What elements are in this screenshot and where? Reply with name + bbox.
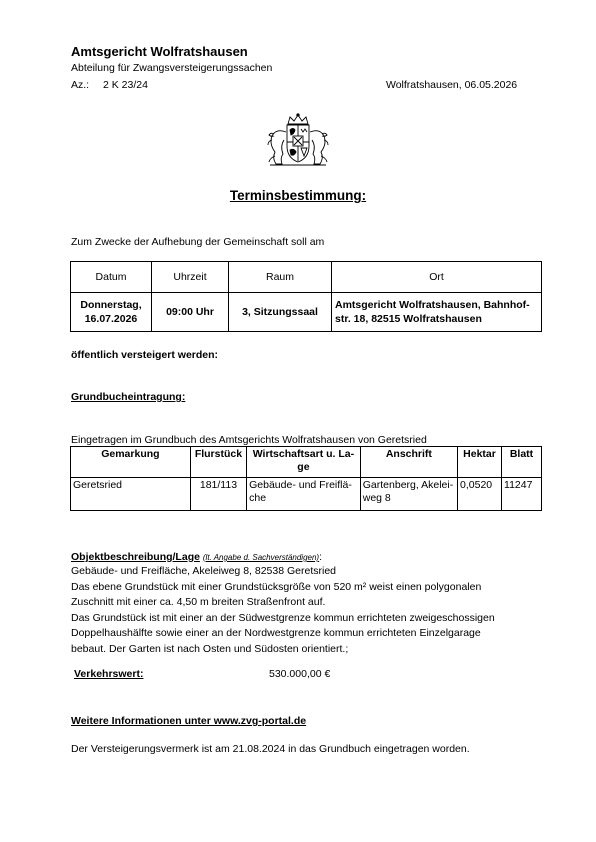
- cell-wirtschaftsart-line-2: che: [249, 492, 267, 504]
- auction-note: Der Versteigerungsvermerk ist am 21.08.2024 in das Grundbuch eingetragen worden.: [71, 743, 470, 755]
- cell-wirtschaftsart: [247, 478, 361, 511]
- place-date: Wolfratshausen, 06.05.2026: [386, 79, 518, 91]
- cell-anschrift: [360, 478, 457, 511]
- header-uhrzeit: Uhrzeit: [152, 262, 229, 293]
- header-anschrift: Anschrift: [360, 447, 457, 478]
- object-description-heading: [71, 551, 322, 563]
- table-row: [71, 478, 542, 511]
- object-description-line: Das Grundstück ist mit einer an der Südwestgrenze kommun errichteten zweigeschossigen: [71, 611, 495, 624]
- cell-anschrift-line-2: weg 8: [362, 492, 391, 504]
- land-register-heading: Grundbucheintragung:: [71, 391, 186, 403]
- location-line-2: str. 18, 82515 Wolfratshausen: [335, 313, 482, 325]
- more-info-link[interactable]: Weitere Informationen unter www.zvg-portal.de: [71, 715, 307, 727]
- appointment-date-value: 16.07.2026: [84, 313, 138, 325]
- header-raum: Raum: [229, 262, 332, 293]
- object-description-colon: :: [319, 551, 323, 563]
- appointment-table: [70, 261, 542, 332]
- header-wirtschaftsart-line-2: ge: [297, 461, 310, 473]
- header-hektar: Hektar: [458, 447, 502, 478]
- object-description-line: Das ebene Grundstück mit einer Grundstücksgröße von 520 m² weist einen polygonalen: [71, 580, 482, 593]
- object-description-line: bebaut. Der Garten ist nach Osten und Südosten orientiert.;: [71, 642, 349, 655]
- header-flurstueck: Flurstück: [190, 447, 246, 478]
- cell-wirtschaftsart-line-1: Gebäude- und Freiflä-: [249, 479, 352, 491]
- department-name: Abteilung für Zwangsversteigerungssachen: [71, 62, 273, 74]
- object-description-title: Objektbeschreibung/Lage: [71, 551, 200, 563]
- table-header-row: [71, 262, 542, 293]
- document-title: Terminsbestimmung:: [229, 188, 367, 203]
- land-register-table: [70, 446, 542, 511]
- cell-blatt: 11247: [502, 478, 542, 511]
- header-wirtschaftsart: [247, 447, 361, 478]
- bavarian-coat-of-arms-icon: [262, 112, 334, 168]
- market-value: 530.000,00 €: [269, 668, 331, 680]
- object-description-note: (lt. Angabe d. Sachverständigen): [202, 553, 320, 562]
- cell-hektar: 0,0520: [458, 478, 502, 511]
- object-description-line: Gebäude- und Freifläche, Akeleiweg 8, 82538 Geretsried: [71, 565, 336, 577]
- object-description-text: [71, 564, 541, 657]
- header-gemarkung: Gemarkung: [71, 447, 191, 478]
- table-header-row: [71, 447, 542, 478]
- land-register-intro: Eingetragen im Grundbuch des Amtsgerichts Wolfratshausen von Geretsried: [71, 434, 427, 446]
- location-line-1: Amtsgericht Wolfratshausen, Bahnhof-: [335, 299, 530, 311]
- cell-anschrift-line-1: Gartenberg, Akelei-: [362, 479, 454, 491]
- object-description-line: Zuschnitt mit einer ca. 4,50 m breiten Straßenfront auf.: [71, 596, 326, 608]
- header-blatt: Blatt: [502, 447, 542, 478]
- market-value-label: Verkehrswert:: [74, 668, 144, 680]
- appointment-date: [71, 293, 152, 332]
- cell-gemarkung: Geretsried: [71, 478, 191, 511]
- cell-flurstueck: 181/113: [190, 478, 246, 511]
- appointment-weekday: Donnerstag,: [80, 299, 142, 311]
- header-datum: Datum: [71, 262, 152, 293]
- appointment-room: 3, Sitzungssaal: [229, 293, 332, 332]
- header-wirtschaftsart-line-1: Wirtschaftsart u. La-: [252, 448, 355, 460]
- court-name: Amtsgericht Wolfratshausen: [71, 44, 248, 59]
- object-description-line: Doppelhaushälfte sowie einer an der Nordwestgrenze kommun errichteten Einzelgarage: [71, 627, 481, 639]
- file-number-value: 2 K 23/24: [103, 79, 148, 91]
- header-ort: Ort: [332, 262, 542, 293]
- file-number-label: Az.:: [71, 79, 90, 91]
- appointment-time: 09:00 Uhr: [152, 293, 229, 332]
- appointment-location: [332, 293, 542, 332]
- intro-text: Zum Zwecke der Aufhebung der Gemeinschaft soll am: [71, 236, 325, 248]
- auction-statement: öffentlich versteigert werden:: [71, 349, 219, 361]
- table-row: [71, 293, 542, 332]
